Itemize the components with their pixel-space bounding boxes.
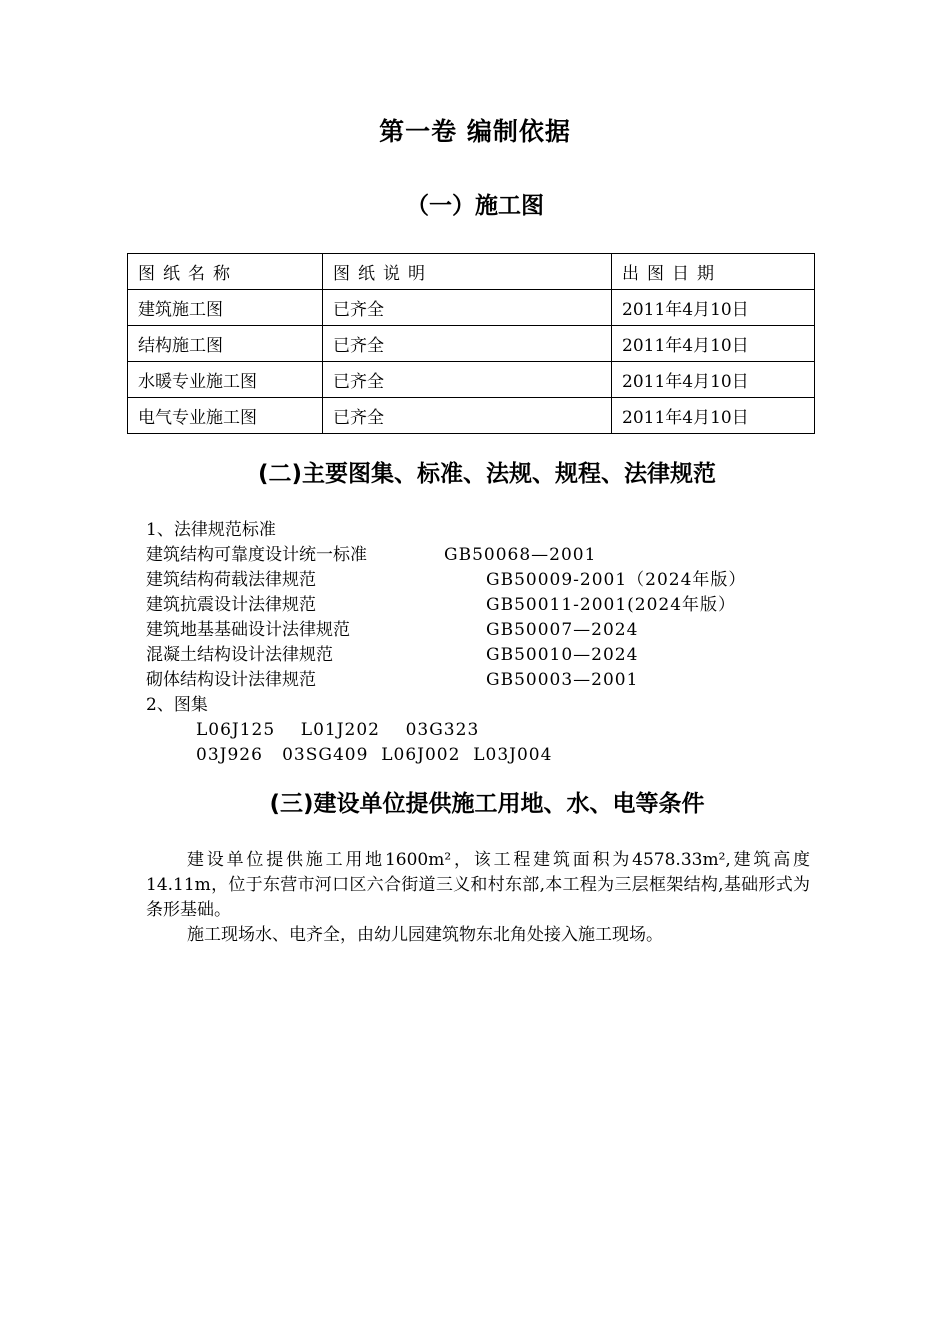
standard-name: 砌体结构设计法律规范	[146, 670, 316, 690]
standard-name: 建筑结构荷载法律规范	[146, 570, 316, 590]
site-conditions-text	[146, 848, 810, 948]
issue-date-cell: 2011年4月10日	[612, 362, 815, 398]
drawing-note-cell: 已齐全	[323, 326, 612, 362]
drawings-table	[127, 253, 815, 434]
column-header-drawing-name: 图纸名称	[128, 254, 323, 290]
standard-name: 建筑结构可靠度设计统一标准	[146, 545, 367, 565]
body-paragraph: 建设单位提供施工用地1600m²，该工程建筑面积为4578.33m²,建筑高度14.11m，位于东营市河口区六合街道三义和村东部,本工程为三层框架结构,基础形式为条形基础。	[146, 850, 810, 920]
issue-date-cell: 2011年4月10日	[612, 398, 815, 434]
atlas-subtitle: 2、图集	[146, 695, 208, 715]
table-row	[128, 398, 815, 434]
list-item	[146, 568, 747, 593]
atlas-line: 03J926 03SG409 L06J002 L03J004	[196, 745, 553, 765]
atlas-line: L06J125 L01J202 03G323	[196, 720, 480, 740]
list-item	[146, 543, 597, 568]
drawing-note-cell: 已齐全	[323, 362, 612, 398]
issue-date-cell: 2011年4月10日	[612, 326, 815, 362]
standard-code: GB50010—2024	[486, 645, 639, 665]
drawing-name-cell: 建筑施工图	[128, 290, 323, 326]
body-paragraph: 施工现场水、电齐全，由幼儿园建筑物东北角处接入施工现场。	[187, 925, 663, 945]
standard-code: GB50011-2001(2024年版）	[486, 595, 737, 615]
drawing-name-cell: 电气专业施工图	[128, 398, 323, 434]
section-heading-site-conditions: (三)建设单位提供施工用地、水、电等条件	[269, 791, 705, 817]
column-header-issue-date: 出图日期	[612, 254, 815, 290]
standards-subtitle: 1、法律规范标准	[146, 520, 276, 540]
table-header-row	[128, 254, 815, 290]
standard-code: GB50009-2001（2024年版）	[486, 570, 747, 590]
table-row	[128, 326, 815, 362]
standard-code: GB50007—2024	[486, 620, 639, 640]
column-header-drawing-note: 图纸说明	[323, 254, 612, 290]
standard-name: 混凝土结构设计法律规范	[146, 645, 333, 665]
drawing-note-cell: 已齐全	[323, 290, 612, 326]
standards-list	[146, 518, 747, 768]
section-heading-standards: (二)主要图集、标准、法规、规程、法律规范	[257, 461, 717, 487]
list-item	[146, 643, 639, 668]
volume-title: 第一卷 编制依据	[379, 117, 571, 146]
list-item	[146, 593, 737, 618]
list-item	[146, 668, 639, 693]
drawing-note-cell: 已齐全	[323, 398, 612, 434]
standard-name: 建筑抗震设计法律规范	[146, 595, 316, 615]
section-heading-drawings: （一）施工图	[406, 193, 544, 219]
table-row	[128, 290, 815, 326]
standard-code: GB50068—2001	[444, 545, 597, 565]
table-row	[128, 362, 815, 398]
standard-code: GB50003—2001	[486, 670, 639, 690]
standard-name: 建筑地基基础设计法律规范	[146, 620, 350, 640]
drawing-name-cell: 结构施工图	[128, 326, 323, 362]
drawing-name-cell: 水暖专业施工图	[128, 362, 323, 398]
issue-date-cell: 2011年4月10日	[612, 290, 815, 326]
list-item	[146, 618, 639, 643]
